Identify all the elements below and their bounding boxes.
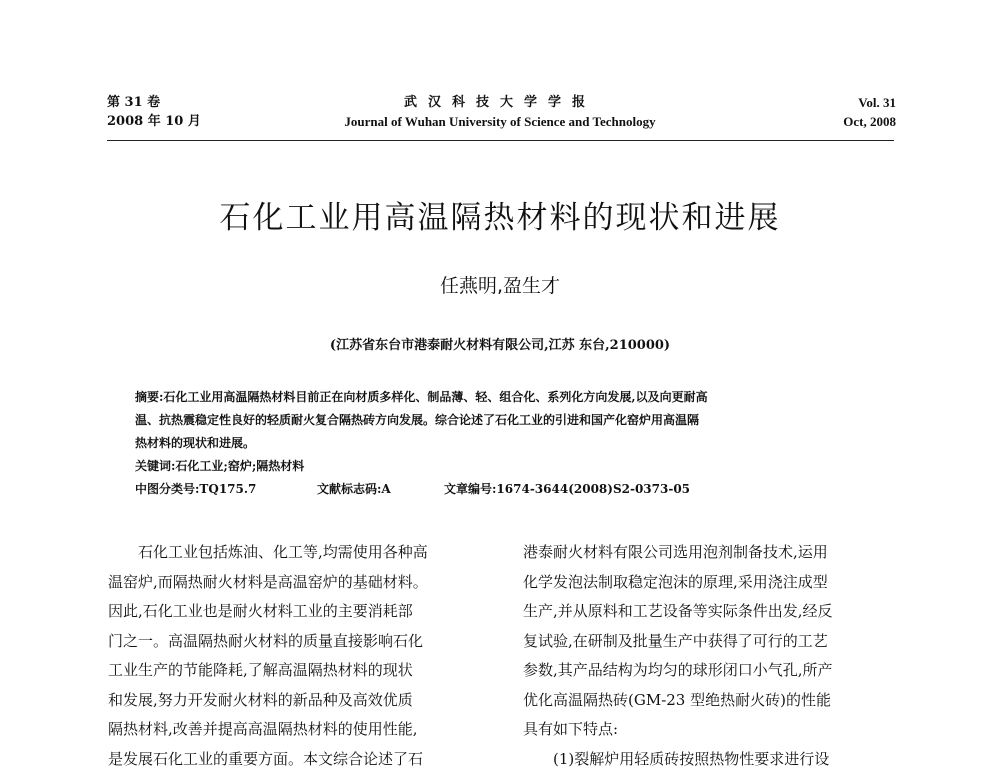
body-line: 因此,石化工业也是耐火材料工业的主要消耗部 (108, 597, 478, 627)
abstract-line: 温、抗热震稳定性良好的轻质耐火复合隔热砖方向发展。综合论述了石化工业的引进和国产化窑炉用高温隔 (135, 409, 870, 432)
volume-info-en (843, 93, 896, 131)
body-line: 工业生产的节能降耗,了解高温隔热材料的现状 (108, 656, 478, 686)
volume-number: 第 31 卷 (107, 93, 201, 112)
abstract-line: 热材料的现状和进展。 (135, 432, 870, 455)
abstract-line: 摘要:石化工业用高温隔热材料目前正在向材质多样化、制品薄、轻、组合化、系列化方向发展,以及向更耐高 (135, 386, 870, 409)
abstract-block (135, 386, 870, 501)
body-line: 具有如下特点: (523, 715, 893, 745)
classification-row (135, 478, 870, 501)
article-authors: 任燕明,盈生才 (0, 271, 1000, 298)
body-line: 生产,并从原料和工艺设备等实际条件出发,经反 (523, 597, 893, 627)
body-line: 优化高温隔热砖(GM-23 型绝热耐火砖)的性能 (523, 686, 893, 716)
body-line: 参数,其产品结构为均匀的球形闭口小气孔,所产 (523, 656, 893, 686)
body-line: 复试验,在研制及批量生产中获得了可行的工艺 (523, 627, 893, 657)
document-code: 文献标志码:A (317, 478, 444, 501)
body-line: 港泰耐火材料有限公司选用泡剂制备技术,运用 (523, 538, 893, 568)
body-line: 温窑炉,而隔热耐火材料是高温窑炉的基础材料。 (108, 568, 478, 598)
body-column-right (523, 538, 893, 774)
author-affiliation: (江苏省东台市港泰耐火材料有限公司,江苏 东台,210000) (0, 334, 1000, 353)
issue-date-en: Oct, 2008 (843, 112, 896, 131)
issue-date: 2008 年 10 月 (107, 112, 201, 131)
clc-number: 中图分类号:TQ175.7 (135, 478, 317, 501)
body-line: 门之一。高温隔热耐火材料的质量直接影响石化 (108, 627, 478, 657)
journal-name-cn: 武汉科技大学学报 (0, 93, 1000, 112)
header-rule (107, 140, 894, 141)
body-line: 化学发泡法制取稳定泡沫的原理,采用浇注成型 (523, 568, 893, 598)
body-line: 隔热材料,改善并提高高温隔热材料的使用性能, (108, 715, 478, 745)
body-line: 是发展石化工业的重要方面。本文综合论述了石 (108, 745, 478, 774)
body-line: 和发展,努力开发耐火材料的新品种及高效优质 (108, 686, 478, 716)
article-title: 石化工业用高温隔热材料的现状和进展 (0, 192, 1000, 237)
volume-number-en: Vol. 31 (843, 93, 896, 112)
body-column-left (108, 538, 478, 774)
keywords: 关键词:石化工业;窑炉;隔热材料 (135, 455, 870, 478)
journal-name-en: Journal of Wuhan University of Science and Technology (0, 112, 1000, 131)
article-number: 文章编号:1674-3644(2008)S2-0373-05 (444, 478, 690, 501)
body-line: 石化工业包括炼油、化工等,均需使用各种高 (108, 538, 478, 568)
body-line: (1)裂解炉用轻质砖按照热物性要求进行设 (523, 745, 893, 774)
